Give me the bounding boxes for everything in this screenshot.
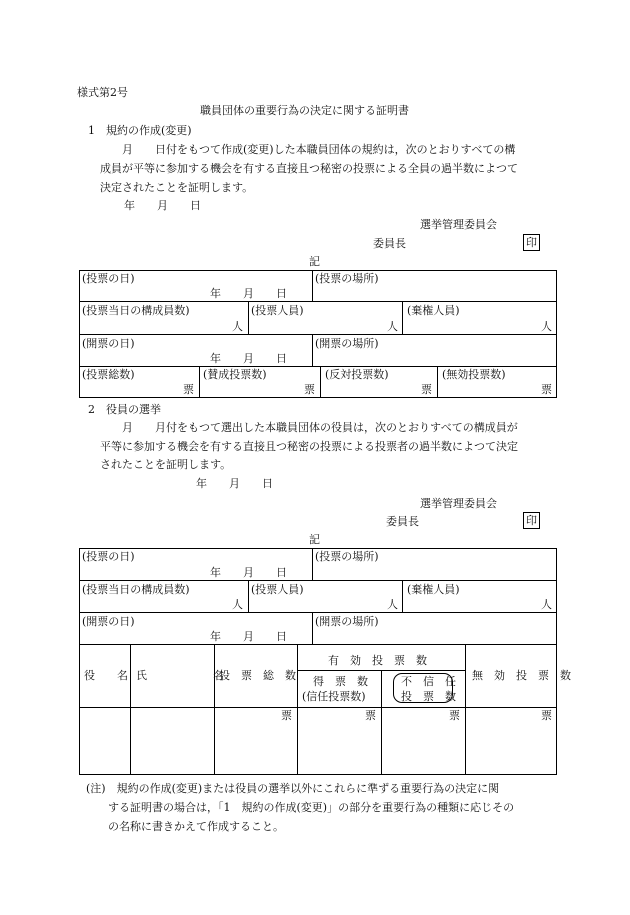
section1-committee: 選挙管理委員会	[420, 218, 497, 231]
section2-seal: 印	[523, 512, 540, 529]
col-valid: 有 効 投 票 数	[328, 654, 427, 667]
section2-date: 年 月 日	[196, 477, 273, 490]
t1-oppose: (反対投票数)	[325, 368, 389, 381]
t2-vote-date-ymd: 年 月 日	[210, 566, 287, 579]
section1-para-line3: 決定されたことを証明します。	[100, 181, 254, 194]
t2-members: (投票当日の構成員数)	[82, 583, 190, 596]
section2-para-line1: 月 月付をもつて選出した本職員団体の役員は，次のとおりすべての構成員が	[122, 421, 518, 434]
section1-seal: 印	[523, 234, 540, 251]
t1-abstain-unit: 人	[541, 320, 552, 333]
t1-voters: (投票人員)	[251, 304, 304, 317]
t2-voters: (投票人員)	[251, 583, 304, 596]
col-distrust-2: 投 票 数	[401, 690, 456, 703]
t1-count-place: (開票の場所)	[315, 337, 379, 350]
t2-count-date: (開票の日)	[82, 615, 135, 628]
t1-invalid: (無効投票数)	[442, 368, 506, 381]
t1-voters-unit: 人	[387, 320, 398, 333]
t2-voters-unit: 人	[387, 598, 398, 611]
section1-heading: 1 規約の作成(変更)	[88, 124, 192, 137]
section2-para-line3: されたことを証明します。	[100, 458, 232, 471]
section2-heading: 2 役員の選挙	[88, 403, 161, 416]
section2-ki: 記	[309, 533, 320, 546]
cell-distrust-unit: 票	[449, 709, 460, 722]
col-distrust-1: 不 信 任	[401, 675, 456, 688]
col-role: 役 名	[84, 669, 128, 682]
col-got: 得 票 数	[313, 675, 368, 688]
t1-oppose-unit: 票	[421, 383, 432, 396]
t1-vote-date-ymd: 年 月 日	[210, 287, 287, 300]
col-invalid: 無 効 投 票 数	[472, 669, 571, 682]
col-total: 投 票 総 数	[219, 669, 296, 682]
section1-para-line2: 成員が平等に参加する機会を有する直接且つ秘密の投票による全員の過半数によつて	[100, 162, 518, 175]
page-title: 職員団体の重要行為の決定に関する証明書	[200, 104, 409, 117]
t2-abstain-unit: 人	[541, 598, 552, 611]
section1-date: 年 月 日	[124, 199, 201, 212]
t1-approve-unit: 票	[304, 383, 315, 396]
t1-approve: (賛成投票数)	[203, 368, 267, 381]
t1-vote-place: (投票の場所)	[315, 272, 379, 285]
t1-members-unit: 人	[232, 320, 243, 333]
t2-members-unit: 人	[232, 598, 243, 611]
t2-abstain: (棄権人員)	[407, 583, 460, 596]
t2-count-place: (開票の場所)	[315, 615, 379, 628]
t1-count-date: (開票の日)	[82, 337, 135, 350]
t1-invalid-unit: 票	[541, 383, 552, 396]
form-number: 様式第2号	[77, 86, 128, 99]
section1-chair: 委員長	[373, 237, 406, 250]
t2-vote-place: (投票の場所)	[315, 550, 379, 563]
t2-count-date-ymd: 年 月 日	[210, 630, 287, 643]
section1-para-line1: 月 日付をもつて作成(変更)した本職員団体の規約は，次のとおりすべての構	[122, 143, 516, 156]
note-line2: する証明書の場合は，「1 規約の作成(変更)」の部分を重要行為の種類に応じその	[108, 801, 515, 814]
cell-trust-unit: 票	[365, 709, 376, 722]
t1-abstain: (棄権人員)	[407, 304, 460, 317]
section1-ki: 記	[309, 255, 320, 268]
col-name: 氏 名	[136, 669, 224, 682]
t1-vote-date: (投票の日)	[82, 272, 135, 285]
t1-count-date-ymd: 年 月 日	[210, 352, 287, 365]
section2-chair: 委員長	[386, 515, 419, 528]
cell-invalid-unit: 票	[541, 709, 552, 722]
section2-para-line2: 平等に参加する機会を有する直接且つ秘密の投票による投票者の過半数によつて決定	[100, 440, 518, 453]
cell-total-unit: 票	[281, 709, 292, 722]
t2-vote-date: (投票の日)	[82, 550, 135, 563]
note-line1: (注) 規約の作成(変更)または役員の選挙以外にこれらに準ずる重要行為の決定に関	[86, 782, 500, 795]
t1-total-unit: 票	[183, 383, 194, 396]
section2-committee: 選挙管理委員会	[420, 497, 497, 510]
note-line3: の名称に書きかえて作成すること。	[108, 820, 284, 833]
t1-total: (投票総数)	[82, 368, 135, 381]
col-trust: (信任投票数)	[302, 690, 366, 703]
t1-members: (投票当日の構成員数)	[82, 304, 190, 317]
